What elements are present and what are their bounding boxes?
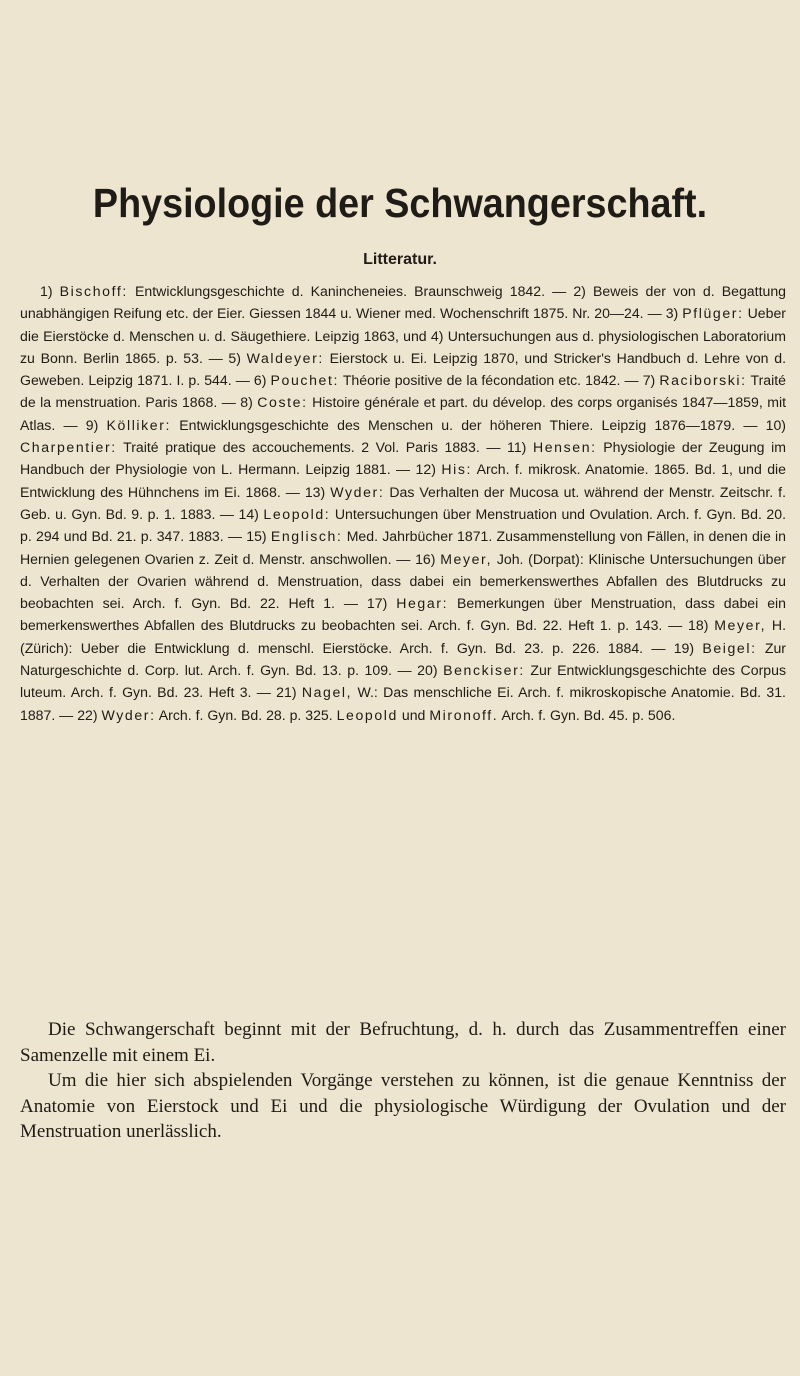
- reference-text: Traité de la menstruation. Paris 1868. —: [20, 372, 786, 411]
- reference-number: 7): [642, 372, 656, 389]
- reference-text: W.: Das menschliche Ei. Arch. f. mikroskopische Anatomie. Bd. 31. 1887. —: [20, 684, 786, 723]
- reference-number: 14): [238, 505, 259, 522]
- reference-text: Physiologie der Zeugung im Handbuch der Physiologie von L. Hermann. Leipzig 1881. —: [20, 439, 786, 478]
- reference-author: Wyder:: [330, 483, 385, 500]
- reference-author: Nagel,: [301, 684, 353, 701]
- reference-item: [337, 707, 430, 723]
- reference-number: 20): [417, 662, 438, 679]
- reference-text: Traité pratique des accouchements. 2 Vol. Paris 1883. —: [116, 439, 508, 456]
- reference-number: 12): [415, 461, 436, 478]
- reference-author: Meyer,: [714, 617, 767, 634]
- reference-item: [77, 707, 336, 723]
- reference-author: Englisch:: [270, 528, 343, 545]
- reference-number: 11): [507, 439, 527, 456]
- reference-text: H. (Zürich): Ueber die Entwicklung d. menschl. Eierstöcke. Arch. f. Gyn. Bd. 23. p. 226. 1884. —: [20, 617, 786, 656]
- reference-text: Zur Entwicklungsgeschichte des Corpus luteum. Arch. f. Gyn. Bd. 23. Heft 3. —: [20, 662, 786, 701]
- reference-author: Bischoff:: [59, 283, 128, 299]
- reference-author: Kölliker:: [106, 416, 172, 433]
- reference-item: [254, 372, 643, 388]
- reference-author: Meyer,: [440, 550, 493, 567]
- reference-text: Joh. (Dorpat): Klinische Untersuchungen über d. Verhalten der Ovarien während d. Menstruation, dass dabei ein bemerkenswerthes Abfallen des Blutdrucks zu beobachten sei. Arch. f. Gyn. Bd. 22. Heft 1. —: [20, 550, 787, 612]
- reference-author: Leopold: [336, 706, 398, 723]
- reference-number: 10): [765, 416, 786, 433]
- reference-text: Untersuchungen über Menstruation und Ovulation. Arch. f. Gyn. Bd. 20. p. 294 und Bd. 21. p. 347. 1883. —: [20, 505, 786, 545]
- reference-text: Arch. f. mikrosk. Anatomie. 1865. Bd. 1, und die Entwicklung des Hühnchens im Ei. 1868. —: [20, 461, 787, 500]
- section-subtitle: Litteratur.: [363, 251, 437, 268]
- reference-number: 21): [276, 684, 297, 701]
- reference-item: [86, 417, 766, 433]
- reference-number: 19): [673, 639, 695, 656]
- reference-text: Théorie positive de la fécondation etc. 1842. —: [338, 372, 643, 389]
- reference-number: 9): [85, 416, 99, 433]
- reference-author: Pflüger:: [682, 305, 744, 322]
- reference-number: 3): [665, 305, 679, 322]
- reference-author: Waldeyer:: [246, 349, 324, 366]
- reference-number: 15): [246, 528, 267, 545]
- reference-number: 8): [240, 394, 253, 411]
- page-title: Physiologie der Schwangerschaft.: [92, 180, 708, 226]
- reference-item: [429, 707, 675, 723]
- reference-text: Bemerkungen über Menstruation, dass dabei ein bemerkenswerthes Abfallen des Blutdrucks zu beobachten sei. Arch. f. Gyn. Bd. 22. Heft 1. p. 143. —: [20, 595, 787, 634]
- reference-author: Leopold:: [263, 505, 331, 522]
- reference-author: Beigel:: [702, 639, 757, 656]
- reference-number: 17): [366, 595, 388, 612]
- reference-number: 18): [688, 617, 709, 634]
- reference-text: Entwicklungsgeschichte d. Kanincheneies. Braunschweig 1842. — 2) Beweis der von d. Begattung unabhängigen Reifung etc. der Eier. Giessen 1844 u. Wiener med. Wochenschrift 1875. Nr. 20—24. —: [20, 283, 786, 322]
- reference-author: Hensen:: [532, 439, 597, 456]
- reference-text: Das Verhalten der Mucosa ut. während der Menstr. Zeitschr. f. Geb. u. Gyn. Bd. 9. p. 1. 1883. —: [20, 483, 786, 522]
- reference-text: Entwicklungsgeschichte des Menschen u. der höheren Thiere. Leipzig 1876—1879. —: [171, 416, 766, 433]
- reference-text: Histoire générale et part. du dévelop. des corps organisés 1847—1859, mit Atlas. —: [20, 394, 786, 433]
- reference-text: und: [397, 706, 430, 723]
- reference-author: Mironoff.: [429, 706, 499, 723]
- reference-text: Zur Naturgeschichte d. Corp. lut. Arch. f. Gyn. Bd. 13. p. 109. —: [20, 639, 786, 679]
- body-text: [20, 1017, 786, 1145]
- reference-text: Arch. f. Gyn. Bd. 45. p. 506.: [498, 706, 676, 723]
- reference-text: Ueber die Eierstöcke d. Menschen u. d. Säugethiere. Leipzig 1863, und 4) Untersuchungen aus d. physiologischen Laboratorium zu Bonn. Berlin 1865. p. 53. —: [20, 305, 786, 366]
- reference-text: Eierstock u. Ei. Leipzig 1870, und Stricker's Handbuch d. Lehre von d. Geweben. Leipzig 1871. I. p. 544. —: [20, 349, 786, 389]
- reference-author: Coste:: [257, 394, 308, 411]
- reference-author: Raciborski:: [659, 372, 747, 389]
- reference-text: Arch. f. Gyn. Bd. 28. p. 325.: [155, 706, 337, 723]
- reference-author: Pouchet:: [270, 372, 339, 389]
- paragraph-2: Um die hier sich abspielenden Vorgänge verstehen zu können, ist die genaue Kenntniss der Anatomie von Eierstock und Ei und die physiologische Würdigung der Ovulation und der Menstruation unerlässlich.: [20, 1070, 786, 1142]
- reference-number: 6): [253, 372, 267, 389]
- reference-number: 1): [40, 283, 53, 299]
- reference-number: 5): [228, 349, 241, 366]
- reference-number: 22): [77, 706, 98, 723]
- reference-author: Benckiser:: [443, 662, 525, 679]
- reference-author: Charpentier:: [20, 439, 117, 456]
- reference-author: His:: [441, 461, 472, 478]
- paragraph-1: Die Schwangerschaft beginnt mit der Befruchtung, d. h. durch das Zusammentreffen einer Samenzelle mit einem Ei.: [20, 1019, 786, 1066]
- reference-number: 13): [304, 483, 326, 500]
- reference-author: Hegar:: [396, 595, 449, 612]
- reference-text: Med. Jahrbücher 1871. Zusammenstellung von Fällen, in denen die in Hernien gelegenen Ovarien z. Zeit d. Menstr. anschwollen. —: [20, 528, 786, 567]
- literature-references: [20, 280, 786, 726]
- reference-author: Wyder:: [101, 706, 156, 723]
- reference-number: 16): [415, 550, 436, 567]
